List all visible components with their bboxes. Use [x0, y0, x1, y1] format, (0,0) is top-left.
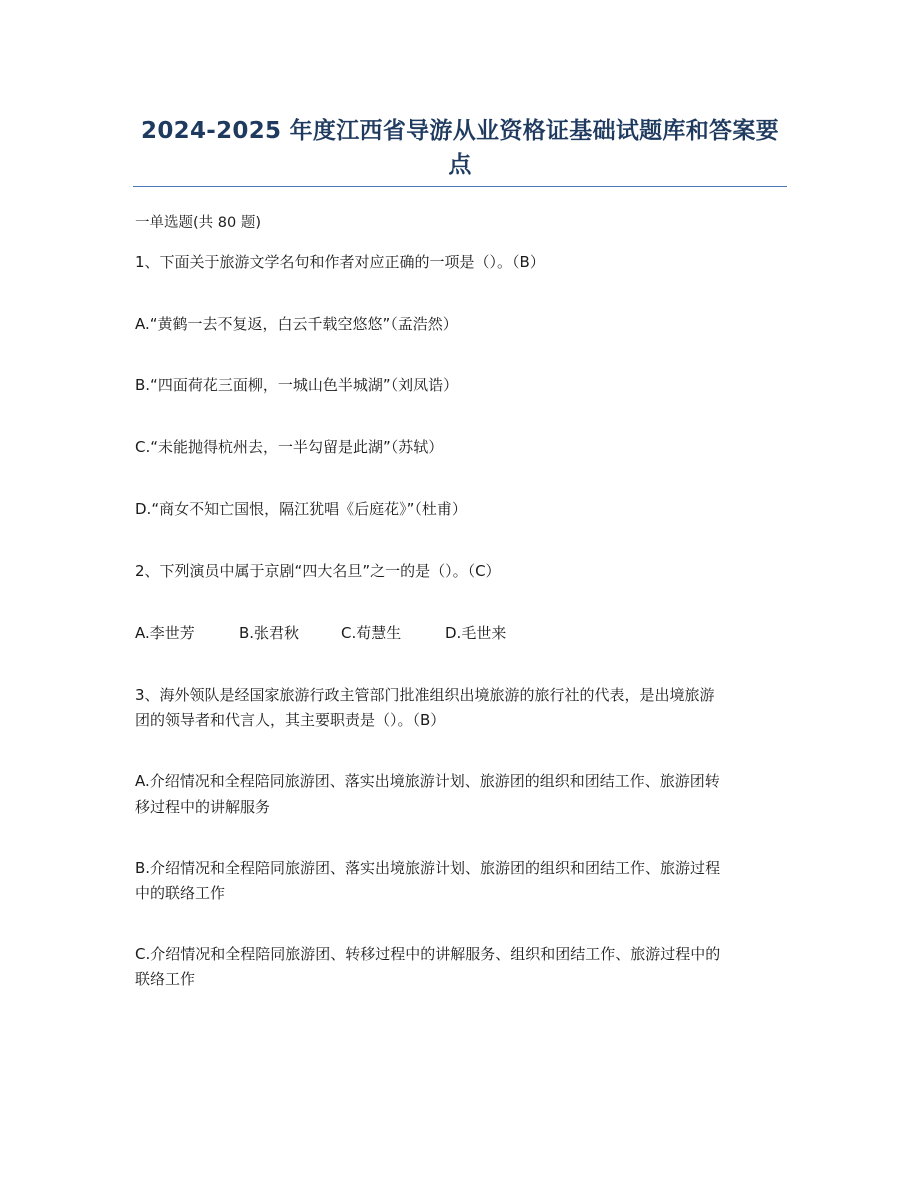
- question-2-option-a: A.李世芳: [135, 624, 195, 642]
- question-1-stem: 1、下面关于旅游文学名句和作者对应正确的一项是（）。（B）: [135, 253, 545, 271]
- question-1-option-d: D.“商女不知亡国恨，隔江犹唱《后庭花》”（杜甫）: [135, 500, 467, 518]
- question-3-option-a-line-2: 移过程中的讲解服务: [135, 798, 271, 816]
- section-heading: 一单选题(共 80 题): [135, 215, 261, 231]
- question-3-option-b-line-2: 中的联络工作: [135, 884, 226, 902]
- question-2-option-d: D.毛世来: [445, 624, 507, 642]
- question-3-option-c-line-2: 联络工作: [135, 970, 196, 988]
- title-divider: [133, 186, 787, 187]
- title-line-2: 点: [448, 152, 472, 178]
- question-2-option-b: B.张君秋: [239, 624, 300, 642]
- question-1-option-c: C.“未能抛得杭州去，一半勾留是此湖”（苏轼）: [135, 438, 444, 456]
- question-3-option-a-line-1: A.介绍情况和全程陪同旅游团、落实出境旅游计划、旅游团的组织和团结工作、旅游团转: [135, 772, 720, 790]
- question-3-stem-line-1: 3、海外领队是经国家旅游行政主管部门批准组织出境旅游的旅行社的代表，是出境旅游: [135, 686, 715, 704]
- question-3-stem-line-2: 团的领导者和代言人，其主要职责是（）。（B）: [135, 711, 446, 729]
- question-1-option-a: A.“黄鹤一去不复返，白云千载空悠悠”（孟浩然）: [135, 315, 458, 333]
- question-3-option-c-line-1: C.介绍情况和全程陪同旅游团、转移过程中的讲解服务、组织和团结工作、旅游过程中的: [135, 945, 721, 963]
- question-2-option-c: C.荀慧生: [341, 624, 402, 642]
- question-1-option-b: B.“四面荷花三面柳，一城山色半城湖”（刘凤诰）: [135, 376, 459, 394]
- question-2-options: [135, 621, 506, 646]
- question-3-option-b-line-1: B.介绍情况和全程陪同旅游团、落实出境旅游计划、旅游团的组织和团结工作、旅游过程: [135, 859, 721, 877]
- title-line-1: 2024-2025 年度江西省导游从业资格证基础试题库和答案要: [141, 118, 779, 144]
- question-2-stem: 2、下列演员中属于京剧“四大名旦”之一的是（）。（C）: [135, 562, 501, 580]
- document-title: [120, 114, 800, 182]
